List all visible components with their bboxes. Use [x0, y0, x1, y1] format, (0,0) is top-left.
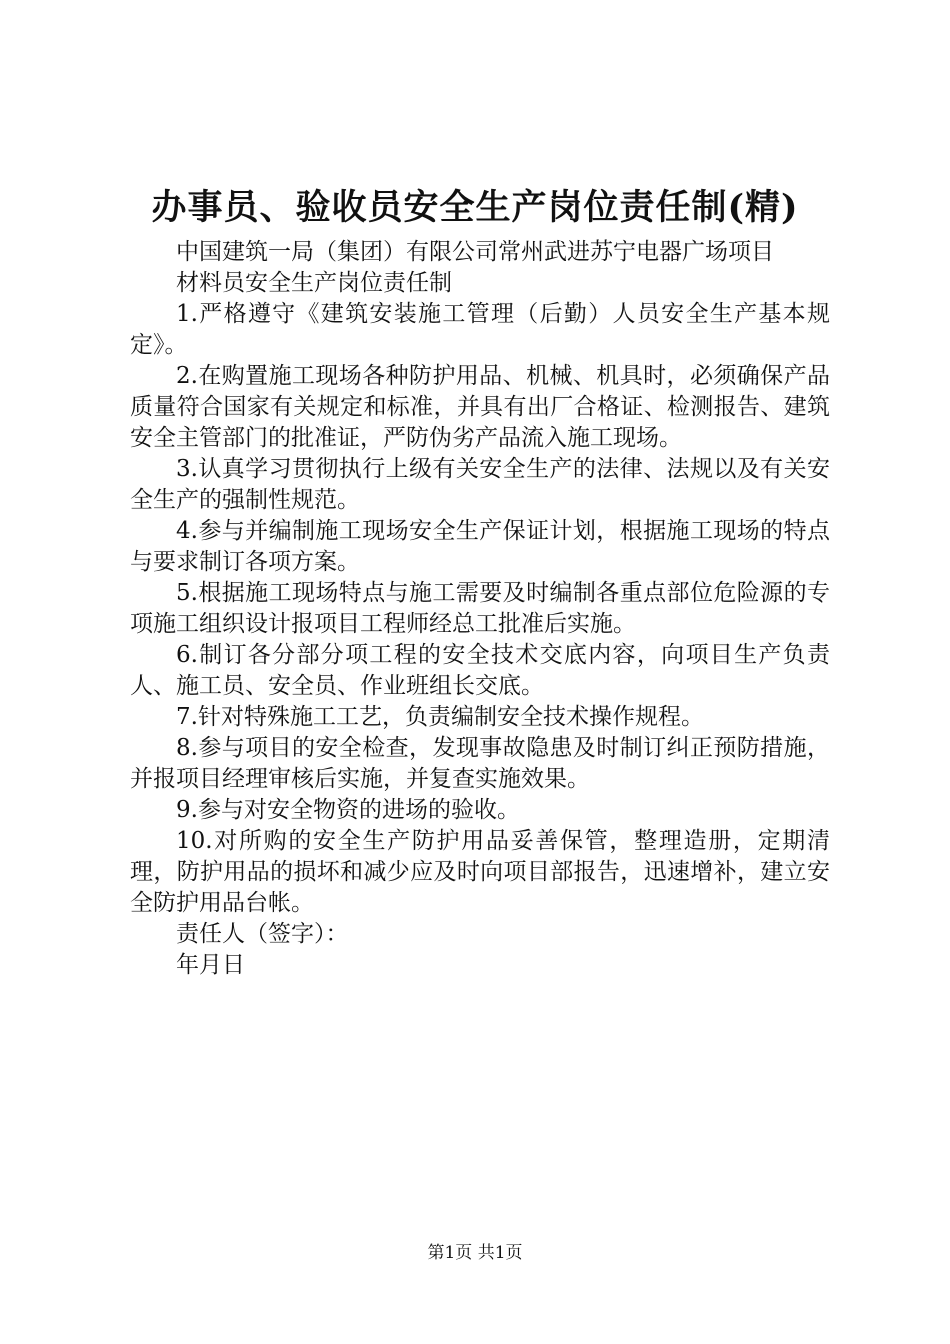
signature-line: 责任人（签字）：	[176, 921, 349, 947]
clause-9: 9.参与对安全物资的进场的验收。	[176, 797, 520, 823]
clause-4: 4.参与并编制施工现场安全生产保证计划，根据施工现场的特点与要求制订各项方案。	[130, 518, 830, 575]
clause-3: 3.认真学习贯彻执行上级有关安全生产的法律、法规以及有关安全生产的强制性规范。	[130, 456, 830, 513]
section-heading: 材料员安全生产岗位责任制	[176, 270, 452, 296]
clause-1: 1.严格遵守《建筑安装施工管理（后勤）人员安全生产基本规定》。	[130, 301, 830, 358]
project-name: 中国建筑一局（集团）有限公司常州武进苏宁电器广场项目	[176, 239, 774, 265]
document-body	[130, 237, 830, 981]
document-title: 办事员、验收员安全生产岗位责任制(精)	[151, 187, 799, 228]
date-line: 年月日	[176, 952, 245, 978]
clause-10: 10.对所购的安全生产防护用品妥善保管，整理造册，定期清理，防护用品的损坏和减少应及时向项目部报告，迅速增补，建立安全防护用品台帐。	[130, 828, 830, 916]
clause-5: 5.根据施工现场特点与施工需要及时编制各重点部位危险源的专项施工组织设计报项目工程师经总工批准后实施。	[130, 580, 830, 637]
clause-8: 8.参与项目的安全检查，发现事故隐患及时制订纠正预防措施，并报项目经理审核后实施，并复查实施效果。	[130, 735, 830, 792]
clause-6: 6.制订各分部分项工程的安全技术交底内容，向项目生产负责人、施工员、安全员、作业班组长交底。	[130, 642, 830, 699]
clause-7: 7.针对特殊施工工艺，负责编制安全技术操作规程。	[176, 704, 704, 730]
page-footer: 第1页 共1页	[427, 1243, 523, 1263]
clause-2: 2.在购置施工现场各种防护用品、机械、机具时，必须确保产品质量符合国家有关规定和标准，并具有出厂合格证、检测报告、建筑安全主管部门的批准证，严防伪劣产品流入施工现场。	[130, 363, 830, 451]
